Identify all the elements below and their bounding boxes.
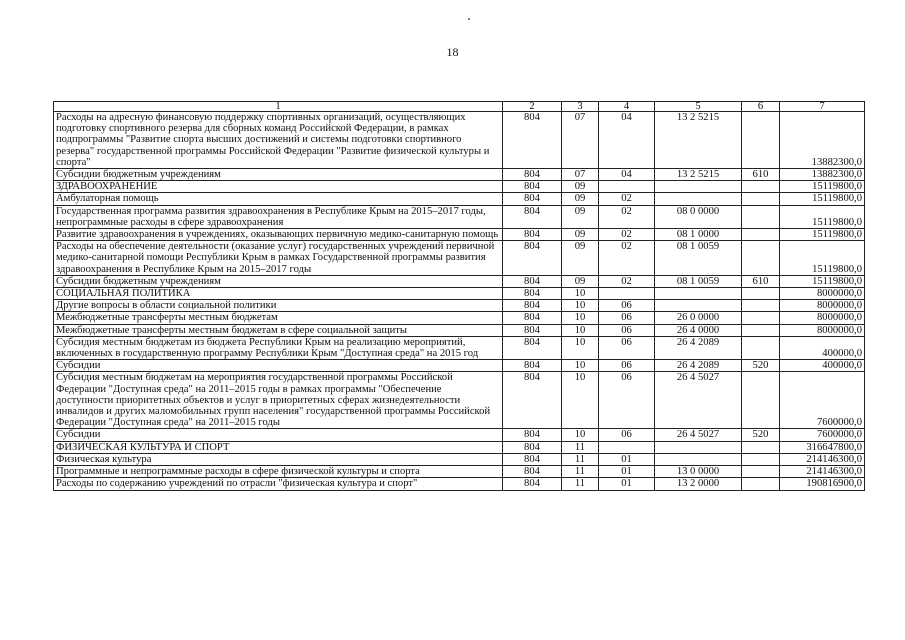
cell-department: 804 xyxy=(503,275,562,287)
cell-description: ЗДРАВООХРАНЕНИЕ xyxy=(54,181,503,193)
cell-department: 804 xyxy=(503,360,562,372)
cell-subsection: 02 xyxy=(599,193,655,205)
cell-subsection: 06 xyxy=(599,360,655,372)
cell-amount: 8000000,0 xyxy=(780,300,865,312)
header-col-1: 1 xyxy=(54,102,503,112)
table-row xyxy=(54,193,865,205)
cell-section: 11 xyxy=(562,441,599,453)
cell-department: 804 xyxy=(503,229,562,241)
cell-subsection: 01 xyxy=(599,453,655,465)
cell-subsection: 04 xyxy=(599,112,655,169)
cell-section: 09 xyxy=(562,193,599,205)
cell-section: 10 xyxy=(562,336,599,359)
cell-target-article: 13 2 0000 xyxy=(655,478,742,490)
cell-description: Программные и непрограммные расходы в сфере физической культуры и спорта xyxy=(54,466,503,478)
cell-target-article xyxy=(655,453,742,465)
cell-subsection: 02 xyxy=(599,275,655,287)
cell-subsection: 06 xyxy=(599,300,655,312)
cell-subsection: 04 xyxy=(599,169,655,181)
table-header-row xyxy=(54,102,865,112)
table-row xyxy=(54,360,865,372)
cell-target-article: 26 4 2089 xyxy=(655,360,742,372)
cell-description: Субсидия местным бюджетам на мероприятия государственной программы Российской Федерации "Доступная среда" на 2011–2015 годы в рамках программы "Обеспечение доступности приоритетных объектов и услуг в приоритетных сферах жизнедеятельности инвалидов и других маломобильных групп населения" государственной программы Российской Федерации "Доступная среда" на 2011–2015 годы xyxy=(54,372,503,429)
cell-subsection: 02 xyxy=(599,229,655,241)
cell-department: 804 xyxy=(503,324,562,336)
table-row xyxy=(54,466,865,478)
cell-section: 11 xyxy=(562,453,599,465)
cell-subsection: 06 xyxy=(599,372,655,429)
cell-amount: 7600000,0 xyxy=(780,372,865,429)
cell-department: 804 xyxy=(503,441,562,453)
cell-target-article: 26 4 5027 xyxy=(655,429,742,441)
cell-target-article: 08 1 0059 xyxy=(655,241,742,276)
cell-amount: 8000000,0 xyxy=(780,288,865,300)
budget-table xyxy=(53,101,865,491)
cell-department: 804 xyxy=(503,181,562,193)
table-row xyxy=(54,441,865,453)
cell-description: Межбюджетные трансферты местным бюджетам в сфере социальной защиты xyxy=(54,324,503,336)
header-col-2: 2 xyxy=(503,102,562,112)
table-body xyxy=(54,102,865,491)
scan-speck xyxy=(468,18,470,20)
table-row xyxy=(54,336,865,359)
cell-expense-type xyxy=(742,229,780,241)
cell-expense-type xyxy=(742,441,780,453)
cell-department: 804 xyxy=(503,288,562,300)
cell-section: 11 xyxy=(562,478,599,490)
table-row xyxy=(54,312,865,324)
cell-description: Межбюджетные трансферты местным бюджетам xyxy=(54,312,503,324)
cell-amount: 400000,0 xyxy=(780,360,865,372)
cell-expense-type xyxy=(742,241,780,276)
table-row xyxy=(54,169,865,181)
cell-expense-type xyxy=(742,193,780,205)
cell-amount: 400000,0 xyxy=(780,336,865,359)
cell-target-article: 13 0 0000 xyxy=(655,466,742,478)
table-row xyxy=(54,453,865,465)
cell-amount: 13882300,0 xyxy=(780,112,865,169)
cell-description: Субсидии бюджетным учреждениям xyxy=(54,169,503,181)
cell-description: Другие вопросы в области социальной политики xyxy=(54,300,503,312)
header-col-5: 5 xyxy=(655,102,742,112)
cell-expense-type xyxy=(742,300,780,312)
cell-target-article xyxy=(655,300,742,312)
cell-expense-type xyxy=(742,478,780,490)
cell-amount: 15119800,0 xyxy=(780,241,865,276)
cell-subsection: 02 xyxy=(599,205,655,228)
cell-expense-type: 610 xyxy=(742,169,780,181)
cell-expense-type xyxy=(742,288,780,300)
cell-target-article: 26 0 0000 xyxy=(655,312,742,324)
header-col-7: 7 xyxy=(780,102,865,112)
table-row xyxy=(54,324,865,336)
cell-description: Субсидии xyxy=(54,360,503,372)
cell-section: 10 xyxy=(562,360,599,372)
cell-expense-type: 610 xyxy=(742,275,780,287)
cell-subsection xyxy=(599,181,655,193)
cell-section: 09 xyxy=(562,241,599,276)
cell-expense-type xyxy=(742,324,780,336)
cell-description: СОЦИАЛЬНАЯ ПОЛИТИКА xyxy=(54,288,503,300)
table-row xyxy=(54,229,865,241)
cell-subsection: 02 xyxy=(599,241,655,276)
cell-section: 10 xyxy=(562,372,599,429)
cell-section: 09 xyxy=(562,275,599,287)
cell-expense-type xyxy=(742,181,780,193)
cell-description: Государственная программа развития здравоохранения в Республике Крым на 2015–2017 годы, непрограммные расходы в сфере здравоохранения xyxy=(54,205,503,228)
cell-expense-type xyxy=(742,372,780,429)
cell-amount: 15119800,0 xyxy=(780,205,865,228)
cell-department: 804 xyxy=(503,241,562,276)
table-row xyxy=(54,429,865,441)
cell-target-article: 26 4 5027 xyxy=(655,372,742,429)
cell-amount: 15119800,0 xyxy=(780,229,865,241)
cell-subsection: 01 xyxy=(599,478,655,490)
cell-description: Субсидии бюджетным учреждениям xyxy=(54,275,503,287)
table-row xyxy=(54,275,865,287)
cell-subsection xyxy=(599,441,655,453)
table-row xyxy=(54,205,865,228)
cell-target-article: 13 2 5215 xyxy=(655,169,742,181)
cell-target-article: 08 1 0000 xyxy=(655,229,742,241)
cell-department: 804 xyxy=(503,300,562,312)
cell-department: 804 xyxy=(503,169,562,181)
cell-amount: 214146300,0 xyxy=(780,453,865,465)
cell-amount: 15119800,0 xyxy=(780,181,865,193)
cell-expense-type xyxy=(742,205,780,228)
cell-amount: 214146300,0 xyxy=(780,466,865,478)
cell-section: 11 xyxy=(562,466,599,478)
cell-description: Развитие здравоохранения в учреждениях, оказывающих первичную медико-санитарную помощь xyxy=(54,229,503,241)
table-row xyxy=(54,288,865,300)
cell-expense-type xyxy=(742,466,780,478)
cell-amount: 190816900,0 xyxy=(780,478,865,490)
cell-subsection: 06 xyxy=(599,336,655,359)
cell-description: Расходы по содержанию учреждений по отрасли "физическая культура и спорт" xyxy=(54,478,503,490)
cell-section: 10 xyxy=(562,429,599,441)
cell-section: 09 xyxy=(562,181,599,193)
cell-section: 09 xyxy=(562,229,599,241)
cell-subsection xyxy=(599,288,655,300)
cell-department: 804 xyxy=(503,193,562,205)
cell-department: 804 xyxy=(503,205,562,228)
cell-description: Субсидии xyxy=(54,429,503,441)
cell-target-article: 13 2 5215 xyxy=(655,112,742,169)
table-row xyxy=(54,112,865,169)
cell-amount: 8000000,0 xyxy=(780,324,865,336)
cell-section: 10 xyxy=(562,300,599,312)
cell-target-article xyxy=(655,288,742,300)
cell-expense-type xyxy=(742,336,780,359)
cell-subsection: 06 xyxy=(599,312,655,324)
cell-expense-type xyxy=(742,112,780,169)
cell-department: 804 xyxy=(503,336,562,359)
cell-target-article: 26 4 2089 xyxy=(655,336,742,359)
cell-department: 804 xyxy=(503,372,562,429)
cell-target-article xyxy=(655,441,742,453)
cell-amount: 7600000,0 xyxy=(780,429,865,441)
cell-department: 804 xyxy=(503,478,562,490)
table-row xyxy=(54,478,865,490)
cell-target-article xyxy=(655,193,742,205)
cell-section: 10 xyxy=(562,324,599,336)
cell-description: Физическая культура xyxy=(54,453,503,465)
cell-target-article: 08 1 0059 xyxy=(655,275,742,287)
cell-section: 07 xyxy=(562,169,599,181)
table-row xyxy=(54,300,865,312)
cell-subsection: 01 xyxy=(599,466,655,478)
cell-target-article: 08 0 0000 xyxy=(655,205,742,228)
cell-section: 10 xyxy=(562,288,599,300)
cell-department: 804 xyxy=(503,112,562,169)
cell-amount: 15119800,0 xyxy=(780,275,865,287)
cell-department: 804 xyxy=(503,466,562,478)
header-col-3: 3 xyxy=(562,102,599,112)
cell-amount: 13882300,0 xyxy=(780,169,865,181)
table-row xyxy=(54,181,865,193)
cell-target-article xyxy=(655,181,742,193)
cell-description: Субсидия местным бюджетам из бюджета Республики Крым на реализацию мероприятий, включенных в государственную программу Республики Крым "Доступная среда" на 2015 год xyxy=(54,336,503,359)
cell-amount: 8000000,0 xyxy=(780,312,865,324)
cell-department: 804 xyxy=(503,312,562,324)
cell-expense-type xyxy=(742,453,780,465)
cell-subsection: 06 xyxy=(599,324,655,336)
cell-section: 10 xyxy=(562,312,599,324)
cell-description: Амбулаторная помощь xyxy=(54,193,503,205)
cell-expense-type xyxy=(742,312,780,324)
table-row xyxy=(54,241,865,276)
cell-description: ФИЗИЧЕСКАЯ КУЛЬТУРА И СПОРТ xyxy=(54,441,503,453)
cell-amount: 15119800,0 xyxy=(780,193,865,205)
cell-expense-type: 520 xyxy=(742,360,780,372)
cell-section: 07 xyxy=(562,112,599,169)
cell-department: 804 xyxy=(503,453,562,465)
cell-target-article: 26 4 0000 xyxy=(655,324,742,336)
cell-expense-type: 520 xyxy=(742,429,780,441)
header-col-6: 6 xyxy=(742,102,780,112)
cell-description: Расходы на обеспечение деятельности (оказание услуг) государственных учреждений первичной медико-санитарной помощи Республики Крым в рамках Государственной программы развития здравоохранения в Республике Крым на 2015–2017 годы xyxy=(54,241,503,276)
cell-amount: 316647800,0 xyxy=(780,441,865,453)
page-number: 18 xyxy=(446,45,459,59)
cell-description: Расходы на адресную финансовую поддержку спортивных организаций, осуществляющих подготовку спортивного резерва для сборных команд Российской Федерации, в рамках подпрограммы "Развитие спорта высших достижений и системы подготовки спортивного резерва" государственной программы Российской Федерации "Развитие физической культуры и спорта" xyxy=(54,112,503,169)
header-col-4: 4 xyxy=(599,102,655,112)
cell-department: 804 xyxy=(503,429,562,441)
cell-subsection: 06 xyxy=(599,429,655,441)
table-row xyxy=(54,372,865,429)
cell-section: 09 xyxy=(562,205,599,228)
